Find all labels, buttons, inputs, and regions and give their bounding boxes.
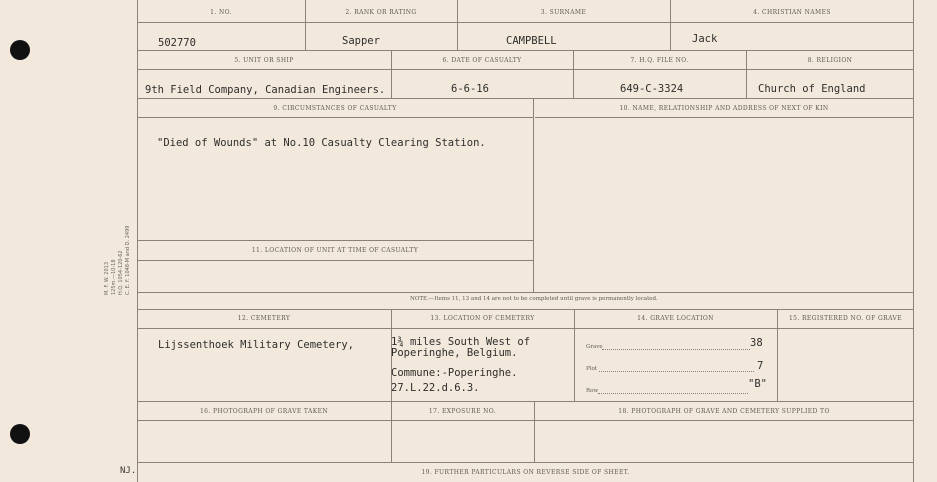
- header-surname: 3. SURNAME: [540, 9, 587, 16]
- header-date-casualty: 6. DATE OF CASUALTY: [442, 57, 522, 64]
- grave-value: 38: [750, 337, 763, 349]
- unit-value: 9th Field Company, Canadian Engineers.: [145, 84, 386, 96]
- header-exposure: 17. EXPOSURE NO.: [428, 408, 497, 415]
- side-print-code: M. F. W. 2013 125m.—10-18 H.Q. 1054-120-62 C. E. F. 1048-M and D. 2499: [104, 225, 131, 295]
- header-religion: 8. RELIGION: [807, 57, 853, 64]
- location-line-2: Poperinghe, Belgium.: [391, 347, 518, 359]
- grave-label: Grave: [586, 344, 603, 350]
- marginal-mark: NJ.: [120, 466, 137, 476]
- header-further-particulars: 19. FURTHER PARTICULARS ON REVERSE SIDE OF SHEET.: [421, 469, 630, 476]
- header-grave-location: 14. GRAVE LOCATION: [637, 315, 714, 322]
- circumstances-value: "Died of Wounds" at No.10 Casualty Clearing Station.: [157, 137, 486, 149]
- row-value: "B": [748, 378, 767, 390]
- hq-file-value: 649-C-3324: [620, 83, 684, 95]
- header-location-unit: 11. LOCATION OF UNIT AT TIME OF CASUALTY: [251, 247, 419, 254]
- header-unit: 5. UNIT OR SHIP: [234, 57, 294, 64]
- location-line-4: 27.L.22.d.6.3.: [391, 382, 480, 394]
- header-photo-supplied: 18. PHOTOGRAPH OF GRAVE AND CEMETERY SUPPLIED TO: [618, 408, 830, 415]
- header-next-of-kin: 10. NAME, RELATIONSHIP AND ADDRESS OF NEXT OF KIN: [619, 105, 829, 112]
- plot-label: Plot: [586, 366, 597, 372]
- plot-value: 7: [757, 360, 764, 372]
- punch-hole-bottom: [10, 424, 30, 444]
- rank-value: Sapper: [342, 35, 380, 47]
- christian-names-value: Jack: [692, 33, 718, 45]
- header-rank: 2. RANK OR RATING: [345, 9, 417, 16]
- location-line-3: Commune:-Poperinghe.: [391, 367, 518, 379]
- note-items: NOTE.—Items 11, 13 and 14 are not to be completed until grave is permanently located.: [410, 296, 658, 302]
- punch-hole-top: [10, 40, 30, 60]
- header-registered-no: 15. REGISTERED NO. OF GRAVE: [788, 315, 903, 322]
- row-label: Row: [586, 388, 599, 394]
- header-no: 1. NO.: [210, 9, 232, 16]
- header-cemetery: 12. CEMETERY: [237, 315, 291, 322]
- header-location-cemetery: 13. LOCATION OF CEMETERY: [430, 315, 535, 322]
- cemetery-value: Lijssenthoek Military Cemetery,: [158, 339, 354, 351]
- header-circumstances: 9. CIRCUMSTANCES OF CASUALTY: [273, 105, 397, 112]
- location-line-1: 1¾ miles South West of: [391, 336, 531, 348]
- date-casualty-value: 6-6-16: [451, 83, 489, 95]
- header-hq-file: 7. H.Q. FILE NO.: [630, 57, 689, 64]
- religion-value: Church of England: [758, 83, 866, 95]
- surname-value: CAMPBELL: [506, 35, 557, 47]
- header-christian-names: 4. CHRISTIAN NAMES: [753, 9, 831, 16]
- service-number: 502770: [158, 37, 196, 49]
- header-photo-taken: 16. PHOTOGRAPH OF GRAVE TAKEN: [199, 408, 329, 415]
